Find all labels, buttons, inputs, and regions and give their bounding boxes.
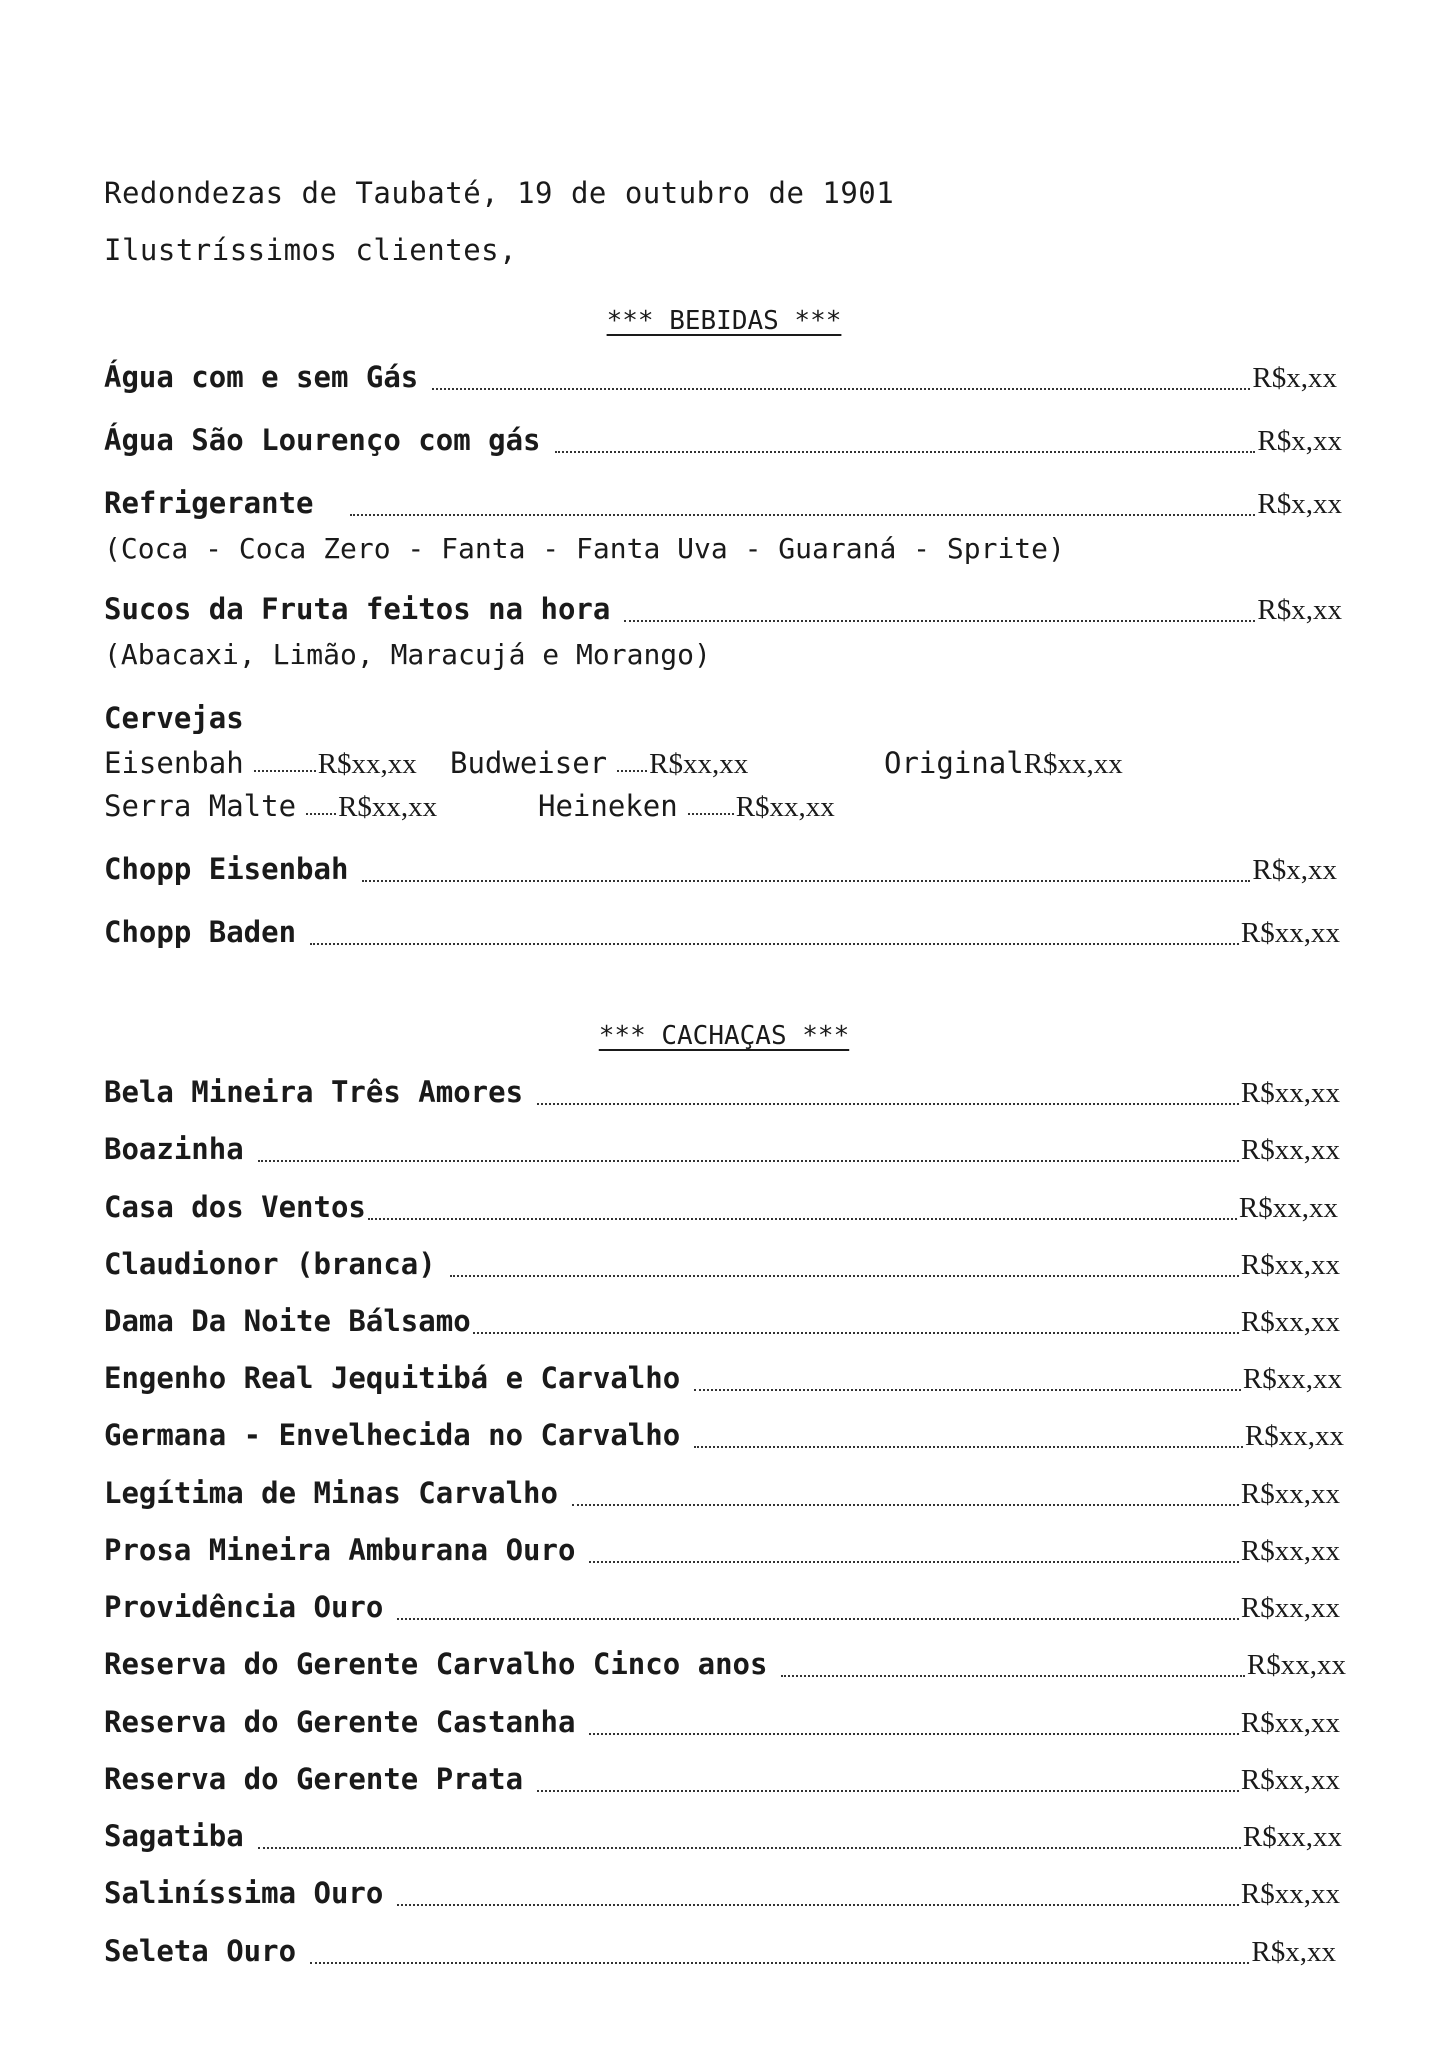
- dot-leader: [624, 619, 1255, 622]
- beer-item: [538, 789, 835, 824]
- dot-leader: [781, 1674, 1244, 1677]
- item-price: R$x,xx: [1257, 488, 1342, 520]
- dot-leader: [306, 812, 336, 815]
- item-name: Chopp Baden: [104, 915, 297, 949]
- menu-item: [104, 915, 1340, 955]
- dot-leader: [555, 450, 1256, 453]
- beer-price: R$xx,xx: [649, 748, 749, 780]
- menu-item: [104, 1590, 1340, 1630]
- item-name: Água São Lourenço com gás: [104, 423, 541, 457]
- item-price: R$xx,xx: [1240, 1707, 1340, 1739]
- item-detail: (Abacaxi, Limão, Maracujá e Morango): [104, 638, 711, 671]
- dot-leader: [589, 1732, 1239, 1735]
- dot-leader: [537, 1102, 1239, 1105]
- item-detail: (Coca - Coca Zero - Fanta - Fanta Uva - Guaraná - Sprite): [104, 532, 1065, 565]
- greeting: Ilustríssimos clientes,: [104, 233, 518, 267]
- item-name: Sagatiba: [104, 1819, 244, 1853]
- dot-leader: [694, 1445, 1243, 1448]
- item-price: R$xx,xx: [1240, 1306, 1340, 1338]
- cervejas-label-row: [104, 701, 504, 741]
- item-name: Casa dos Ventos: [104, 1190, 366, 1224]
- dot-leader: [537, 1789, 1239, 1792]
- menu-item: [104, 592, 1342, 632]
- item-name: Germana - Envelhecida no Carvalho: [104, 1418, 681, 1452]
- item-price: R$x,xx: [1257, 594, 1342, 626]
- item-price: R$xx,xx: [1240, 917, 1340, 949]
- dot-leader: [572, 1503, 1239, 1506]
- menu-item: [104, 852, 1337, 892]
- item-price: R$xx,xx: [1240, 1478, 1340, 1510]
- menu-item: [104, 1705, 1340, 1745]
- beer-name: Serra Malte: [104, 789, 297, 823]
- menu-item: [104, 1361, 1342, 1401]
- item-name: Reserva do Gerente Prata: [104, 1762, 524, 1796]
- beer-name: Eisenbah: [104, 746, 244, 780]
- menu-item: [104, 360, 1337, 400]
- dot-leader: [688, 812, 734, 815]
- dot-leader: [310, 942, 1239, 945]
- menu-item: [104, 1247, 1340, 1287]
- beer-price: R$xx,xx: [317, 748, 417, 780]
- item-price: R$x,xx: [1257, 425, 1342, 457]
- item-price: R$xx,xx: [1246, 1649, 1346, 1681]
- menu-item: [104, 1533, 1340, 1573]
- menu-item: [104, 1075, 1340, 1115]
- item-name: Prosa Mineira Amburana Ouro: [104, 1533, 576, 1567]
- item-name: Dama Da Noite Bálsamo: [104, 1304, 471, 1338]
- menu-item: [104, 1304, 1340, 1344]
- dot-leader: [450, 1274, 1239, 1277]
- dot-leader: [254, 769, 316, 772]
- item-name: Claudionor (branca): [104, 1247, 436, 1281]
- menu-item: [104, 1476, 1340, 1516]
- item-name: Engenho Real Jequitibá e Carvalho: [104, 1361, 681, 1395]
- item-name: Providência Ouro: [104, 1590, 384, 1624]
- item-name: Chopp Eisenbah: [104, 852, 349, 886]
- menu-item: [104, 1876, 1340, 1916]
- location-date: Redondezas de Taubaté, 19 de outubro de 1901: [104, 176, 895, 210]
- dot-leader: [432, 387, 1250, 390]
- item-name: Seleta Ouro: [104, 1934, 297, 1968]
- dot-leader: [258, 1846, 1241, 1849]
- item-price: R$xx,xx: [1238, 1192, 1338, 1224]
- item-name: Água com e sem Gás: [104, 360, 419, 394]
- dot-leader: [694, 1388, 1241, 1391]
- item-name: Refrigerante: [104, 486, 314, 520]
- beer-price: R$xx,xx: [735, 791, 835, 823]
- menu-item: [104, 486, 1342, 526]
- menu-item: [104, 1132, 1340, 1172]
- beer-item: [450, 746, 748, 781]
- item-name: Sucos da Fruta feitos na hora: [104, 592, 611, 626]
- menu-item: [104, 1418, 1344, 1458]
- item-price: R$xx,xx: [1242, 1821, 1342, 1853]
- menu-item: [104, 1190, 1338, 1230]
- dot-leader: [397, 1903, 1239, 1906]
- dot-leader: [362, 879, 1250, 882]
- dot-leader: [397, 1617, 1239, 1620]
- item-price: R$x,xx: [1252, 362, 1337, 394]
- menu-item: [104, 1819, 1342, 1859]
- item-price: R$xx,xx: [1240, 1077, 1340, 1109]
- item-price: R$xx,xx: [1240, 1592, 1340, 1624]
- section-title-cachacas: *** CACHAÇAS ***: [598, 1021, 850, 1051]
- beer-price: R$xx,xx: [338, 791, 438, 823]
- dot-leader: [473, 1331, 1239, 1334]
- beer-price: R$xx,xx: [1023, 748, 1123, 780]
- beer-item: [104, 789, 437, 824]
- item-name: Legítima de Minas Carvalho: [104, 1476, 558, 1510]
- item-name: Reserva do Gerente Carvalho Cinco anos: [104, 1647, 768, 1681]
- dot-leader: [310, 1961, 1249, 1964]
- menu-item: [104, 1647, 1346, 1687]
- dot-leader: [368, 1217, 1237, 1220]
- item-price: R$x,xx: [1251, 1936, 1336, 1968]
- item-name: Bela Mineira Três Amores: [104, 1075, 524, 1109]
- item-price: R$xx,xx: [1242, 1363, 1342, 1395]
- beer-name: Original: [884, 746, 1024, 780]
- item-price: R$xx,xx: [1240, 1878, 1340, 1910]
- dot-leader: [350, 513, 1256, 516]
- dot-leader: [589, 1560, 1239, 1563]
- item-price: R$xx,xx: [1240, 1535, 1340, 1567]
- item-name: Boazinha: [104, 1132, 244, 1166]
- beer-name: Heineken: [538, 789, 678, 823]
- menu-item: [104, 423, 1342, 463]
- section-title-bebidas: *** BEBIDAS ***: [606, 306, 842, 336]
- item-name: Saliníssima Ouro: [104, 1876, 384, 1910]
- item-price: R$xx,xx: [1240, 1134, 1340, 1166]
- dot-leader: [258, 1159, 1239, 1162]
- beer-item: [104, 746, 417, 781]
- cervejas-label: Cervejas: [104, 701, 244, 735]
- item-price: R$x,xx: [1252, 854, 1337, 886]
- item-price: R$xx,xx: [1244, 1420, 1344, 1452]
- dot-leader: [617, 769, 647, 772]
- item-price: R$xx,xx: [1240, 1249, 1340, 1281]
- beer-name: Budweiser: [450, 746, 608, 780]
- beer-item: [884, 746, 1123, 781]
- menu-item: [104, 1762, 1340, 1802]
- item-name: Reserva do Gerente Castanha: [104, 1705, 576, 1739]
- item-price: R$xx,xx: [1240, 1764, 1340, 1796]
- menu-item: [104, 1934, 1336, 1974]
